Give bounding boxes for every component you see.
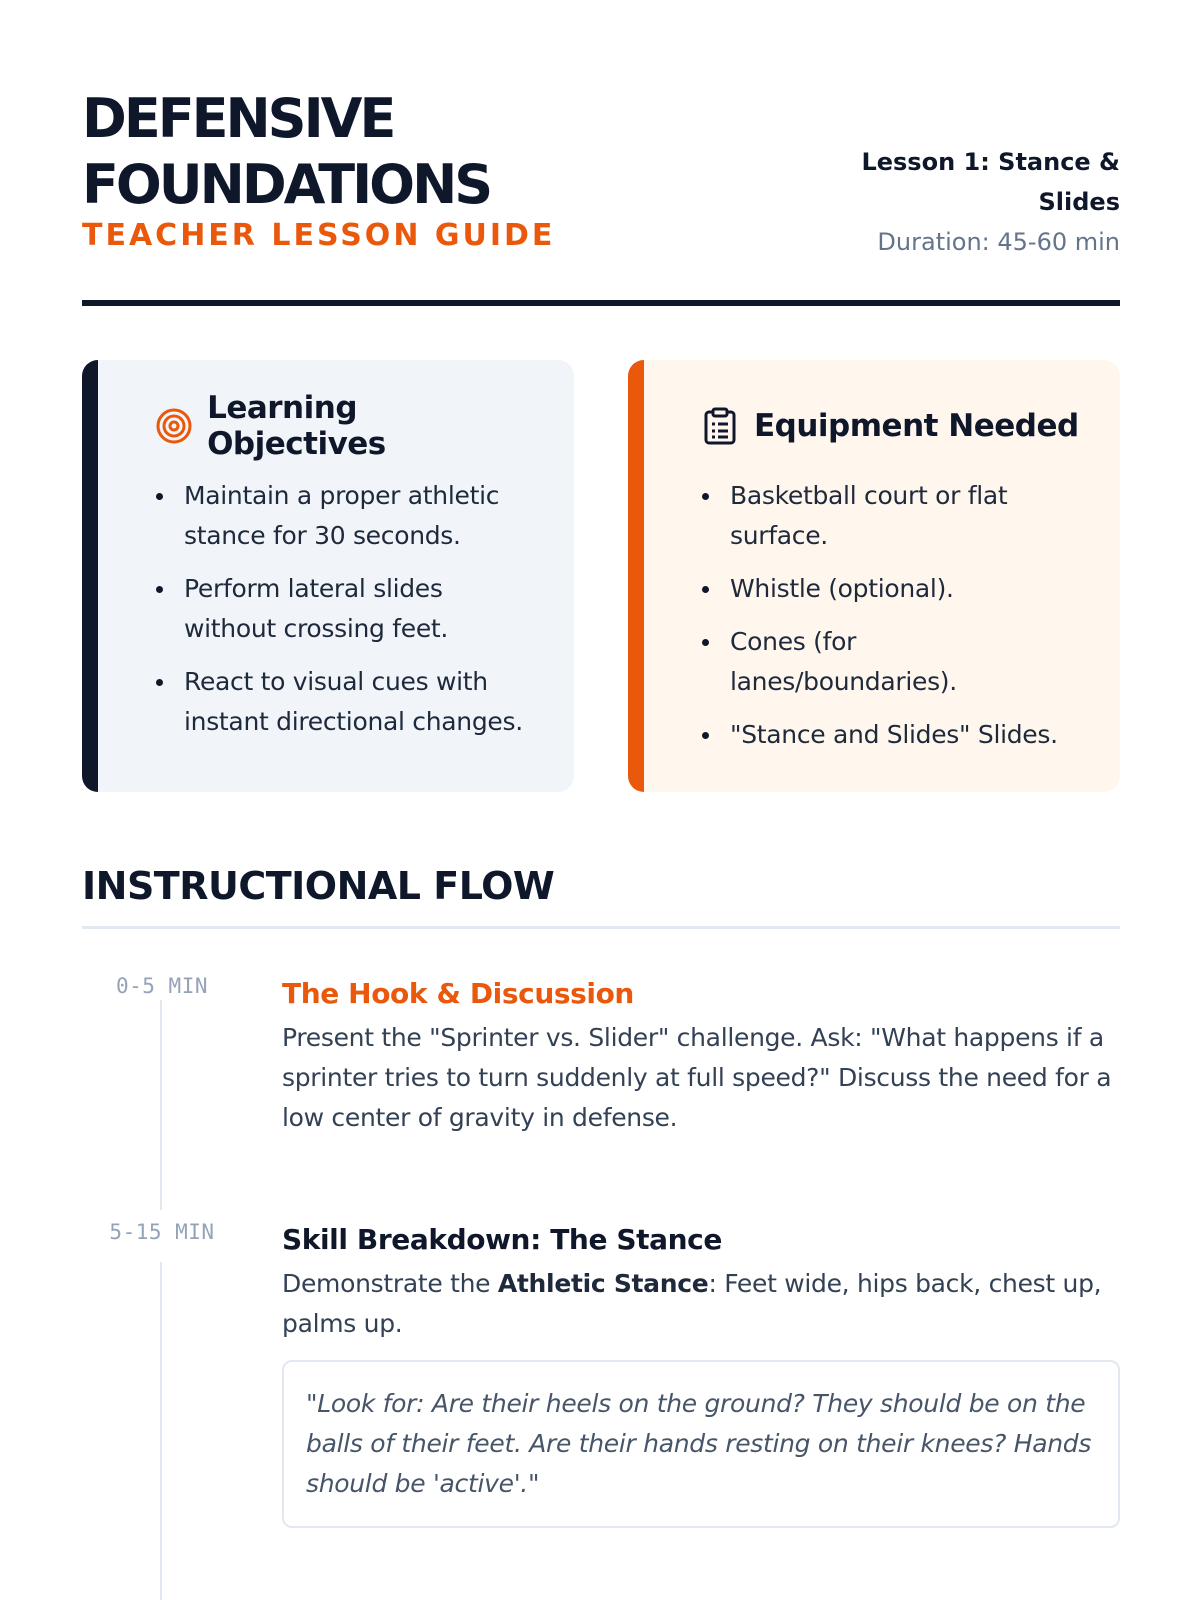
equipment-item: "Stance and Slides" Slides.	[700, 715, 1084, 755]
header	[82, 86, 1120, 296]
page-title: DEFENSIVE FOUNDATIONS	[82, 87, 491, 216]
flow-step-stance	[282, 1220, 1120, 1528]
section-divider	[82, 926, 1120, 929]
time-label: 5-15 MIN	[82, 1220, 242, 1244]
flow-step-hook	[282, 974, 1120, 1138]
timeline-connector	[160, 1000, 162, 1210]
equipment-title: Equipment Needed	[754, 408, 1079, 444]
target-icon	[154, 406, 193, 446]
section-heading-instructional-flow: INSTRUCTIONAL FLOW	[82, 864, 555, 908]
objectives-card-header	[154, 390, 538, 462]
equipment-item: Cones (for lanes/boundaries).	[700, 622, 1084, 702]
objective-item: Maintain a proper athletic stance for 30 seconds.	[154, 476, 538, 556]
step-body-text: Demonstrate the	[282, 1269, 498, 1298]
objectives-card	[82, 360, 574, 792]
teacher-tip-box	[282, 1360, 1120, 1528]
objective-item: Perform lateral slides without crossing feet.	[154, 569, 538, 649]
equipment-card	[628, 360, 1120, 792]
timeline-connector	[160, 1262, 162, 1600]
step-body-text: : Feet wide, hips back, chest up, palms up.	[282, 1269, 1102, 1338]
step-body: Present the "Sprinter vs. Slider" challenge. Ask: "What happens if a sprinter tries to turn suddenly at full speed?" Discuss the need for a low center of gravity in defense.	[282, 1023, 1112, 1132]
header-divider	[82, 300, 1120, 306]
step-title: Skill Breakdown: The Stance	[282, 1223, 722, 1256]
equipment-item: Basketball court or flat surface.	[700, 476, 1084, 556]
objectives-title: Learning Objectives	[207, 390, 386, 462]
lesson-meta	[790, 142, 1120, 262]
page-subtitle: TEACHER LESSON GUIDE	[82, 218, 556, 253]
objectives-list	[154, 476, 538, 742]
step-body-emphasis: Athletic Stance	[497, 1269, 709, 1298]
time-label: 0-5 MIN	[82, 974, 242, 998]
step-title: The Hook & Discussion	[282, 977, 634, 1010]
teacher-tip-quote: "Look for: Are their heels on the ground? They should be on the balls of their feet. Are their hands resting on their knees? Hands should be 'active'."	[306, 1389, 1092, 1498]
lesson-name: Lesson 1: Stance & Slides	[861, 148, 1120, 216]
equipment-list	[700, 476, 1084, 755]
lesson-duration: Duration: 45-60 min	[877, 228, 1120, 256]
clipboard-icon	[700, 406, 740, 446]
objective-item: React to visual cues with instant directional changes.	[154, 662, 538, 742]
lesson-guide-page	[82, 0, 1120, 1600]
equipment-card-header	[700, 404, 1084, 448]
step-body	[282, 1264, 1120, 1344]
equipment-item: Whistle (optional).	[700, 569, 1084, 609]
